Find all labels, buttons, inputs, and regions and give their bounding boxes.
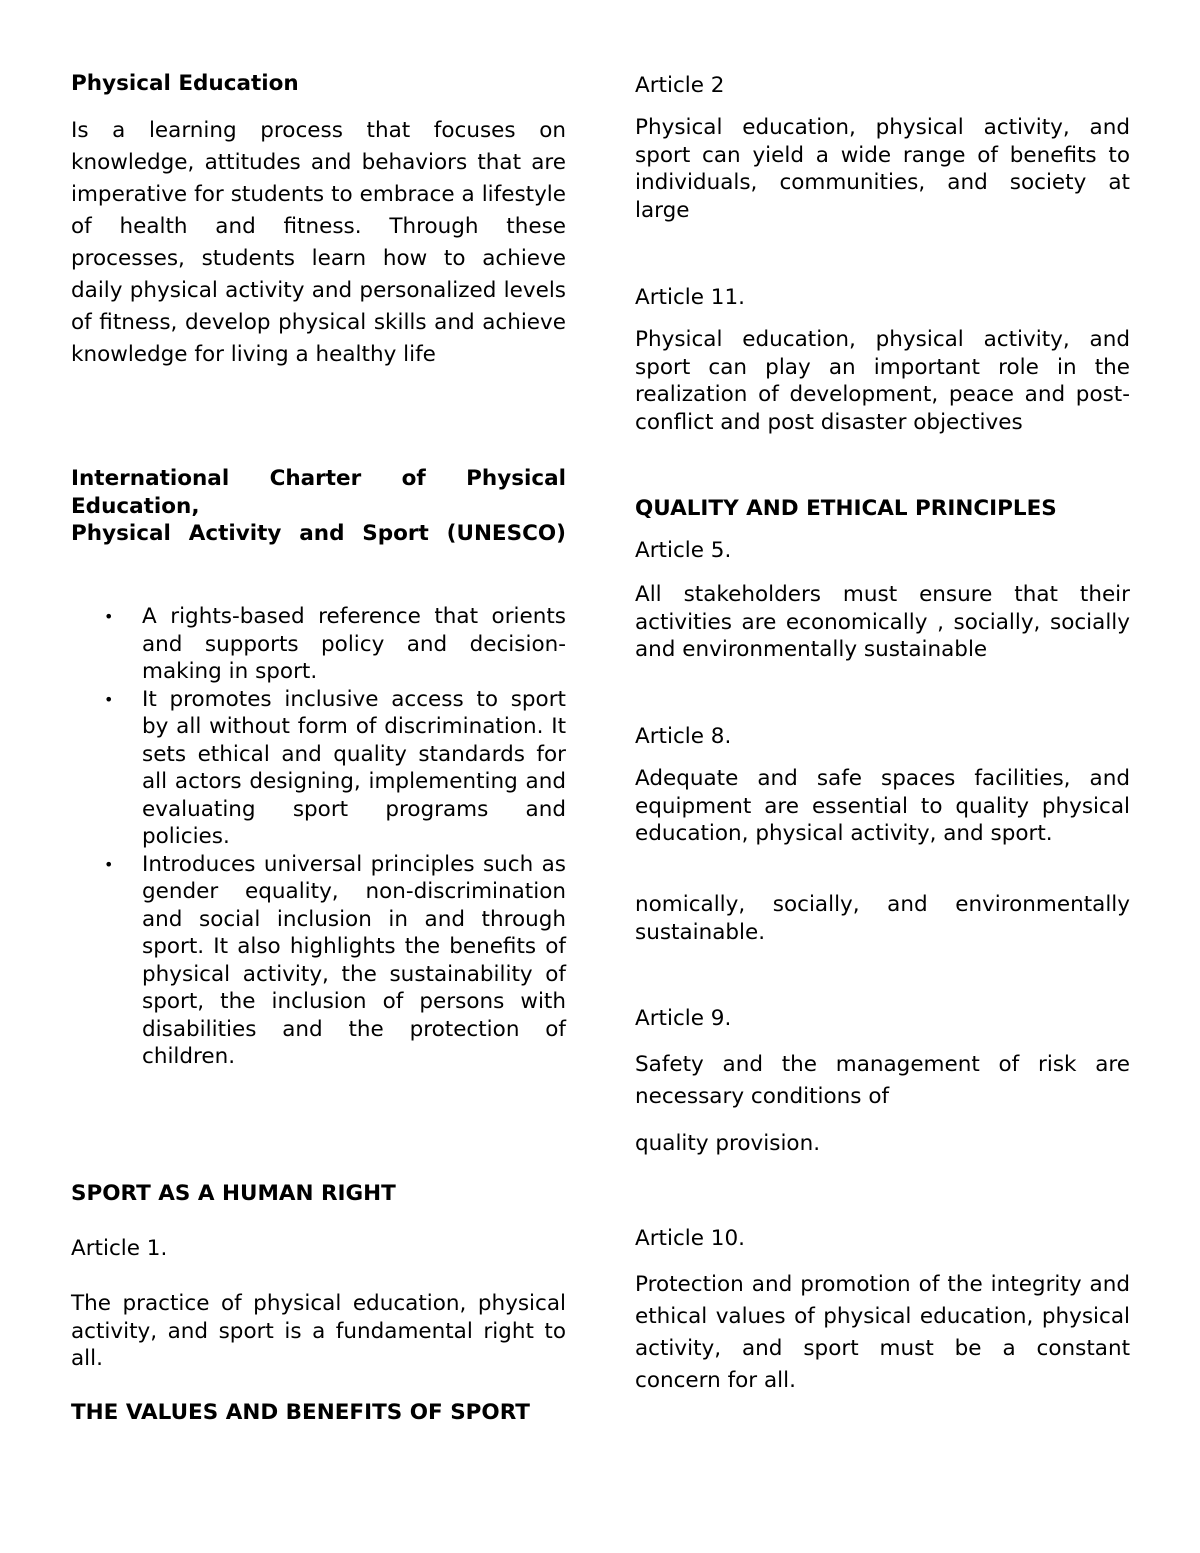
- article-11-label: Article 11.: [635, 285, 745, 310]
- bullet-text: Introduces universal principles such as gender equality, non-discrimination and social inclusion in and through sport. It also highlights the benefits of physical activity, the sustainability of sport, the inclusion of persons with disabilities and the protection of children.: [142, 851, 566, 1069]
- quality-heading: QUALITY AND ETHICAL PRINCIPLES: [635, 496, 1057, 521]
- bullet-icon: •: [104, 607, 114, 626]
- list-item: [71, 686, 566, 851]
- article-8-body: Adequate and safe spaces facilities, and equipment are essential to quality physical education, physical activity, and sport.: [635, 766, 1130, 846]
- bullet-icon: •: [104, 854, 114, 874]
- charter-title-line-2: Physical Activity and Sport (UNESCO): [71, 521, 566, 546]
- article-10-label: Article 10.: [635, 1226, 745, 1251]
- pe-title: Physical Education: [71, 71, 299, 96]
- article-1-body: The practice of physical education, physical activity, and sport is a fundamental right to all.: [71, 1291, 566, 1371]
- article-11-body: Physical education, physical activity, and sport can play an important role in the realization of development, peace and post-conflict and post disaster objectives: [635, 327, 1130, 435]
- list-item: [71, 851, 566, 1071]
- article-8-label: Article 8.: [635, 724, 732, 749]
- charter-bullet-list: [71, 603, 566, 1071]
- article-10-body: Protection and promotion of the integrity and ethical values of physical education, physical activity, and sport must be a constant concern for all.: [635, 1272, 1130, 1393]
- article-9-extra: quality provision.: [635, 1131, 821, 1156]
- article-1-label: Article 1.: [71, 1236, 168, 1261]
- article-2-body: Physical education, physical activity, and sport can yield a wide range of benefits to individuals, communities, and society at large: [635, 115, 1130, 223]
- article-9-body: Safety and the management of risk are necessary conditions of: [635, 1052, 1130, 1109]
- article-8-extra: nomically, socially, and environmentally sustainable.: [635, 892, 1130, 945]
- bullet-icon: •: [104, 689, 114, 709]
- article-9-label: Article 9.: [635, 1006, 732, 1031]
- pe-definition: Is a learning process that focuses on knowledge, attitudes and behaviors that are imperative for students to embrace a lifestyle of health and fitness. Through these processes, students learn how to achieve daily physical activity and personalized levels of fitness, develop physical skills and achieve knowledge for living a healthy life: [71, 118, 566, 367]
- list-item: [71, 603, 566, 686]
- bullet-text: It promotes inclusive access to sport by all without form of discrimination. It sets ethical and quality standards for all actors designing, implementing and evaluating sport programs and policies.: [142, 686, 566, 849]
- article-2-label: Article 2: [635, 73, 725, 98]
- human-right-heading: SPORT AS A HUMAN RIGHT: [71, 1181, 396, 1206]
- bullet-text: A rights-based reference that orients and supports policy and decision-making in sport.: [142, 604, 566, 684]
- article-5-body: All stakeholders must ensure that their activities are economically , socially, socially and environmentally sustainable: [635, 582, 1130, 662]
- values-heading: THE VALUES AND BENEFITS OF SPORT: [71, 1400, 530, 1425]
- article-5-label: Article 5.: [635, 538, 732, 563]
- charter-title-line-1: International Charter of Physical Education,: [71, 466, 566, 519]
